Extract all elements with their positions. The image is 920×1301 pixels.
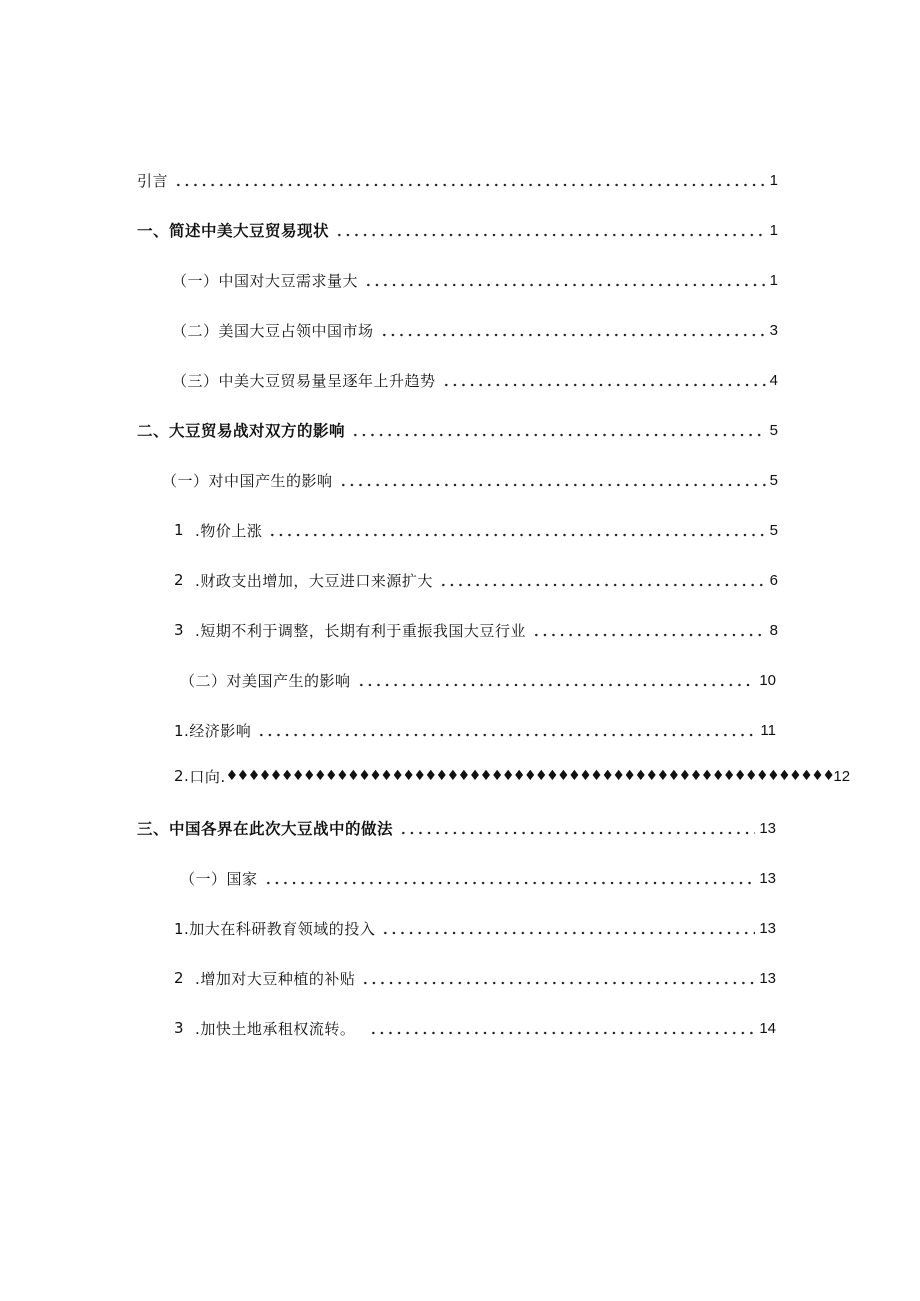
- toc-entry-number: 2: [174, 571, 185, 589]
- toc-entry-page: 13: [759, 819, 776, 837]
- toc-entry-label: .短期不利于调整，长期有利于重振我国大豆行业: [195, 621, 526, 640]
- toc-entry-section-3-1-3[interactable]: [174, 1014, 776, 1042]
- dot-leader: [442, 366, 766, 394]
- toc-entry-section-1-3[interactable]: [172, 366, 778, 394]
- toc-entry-number: 2: [174, 969, 185, 987]
- toc-entry-label: 口向.: [189, 767, 226, 786]
- toc-entry-section-2-1-2[interactable]: [174, 566, 778, 594]
- toc-entry-label: 1.经济影响: [174, 721, 252, 740]
- toc-entry-section-3-1-2[interactable]: [174, 964, 776, 992]
- toc-entry-page: 13: [759, 919, 776, 937]
- toc-entry-label: .物价上涨: [195, 521, 263, 540]
- dot-leader: [380, 316, 766, 344]
- toc-entry-page: 13: [759, 869, 776, 887]
- toc-entry-label: 二、大豆贸易战对双方的影响: [137, 422, 346, 440]
- toc-entry-section-2-1-3[interactable]: [174, 616, 778, 644]
- toc-entry-page: 11: [760, 721, 776, 739]
- toc-entry-label: 引言: [137, 171, 169, 190]
- toc-entry-label: （二）对美国产生的影响: [180, 671, 351, 690]
- toc-entry-section-3[interactable]: [137, 814, 776, 842]
- dot-leader: [381, 914, 755, 942]
- toc-entry-page: 4: [769, 371, 778, 389]
- dot-leader: [361, 964, 755, 992]
- toc-entry-page: 10: [759, 671, 776, 689]
- dot-leader: [399, 814, 755, 842]
- toc-entry-section-1-1[interactable]: [172, 266, 778, 294]
- toc-entry-label: .增加对大豆种植的补贴: [195, 969, 356, 988]
- toc-entry-section-3-1-1[interactable]: [174, 914, 776, 942]
- toc-entry-page: 6: [769, 571, 778, 589]
- toc-entry-page: 1: [769, 271, 778, 289]
- dot-leader: [264, 864, 756, 892]
- toc-entry-page: 8: [769, 621, 778, 639]
- toc-entry-page: 14: [759, 1019, 776, 1037]
- dot-leader: [369, 1014, 755, 1042]
- toc-entry-label: （二）美国大豆占领中国市场: [172, 321, 374, 340]
- toc-entry-introduction[interactable]: [137, 166, 778, 194]
- toc-entry-number: 3: [174, 1019, 185, 1037]
- toc-entry-page: 1: [769, 221, 778, 239]
- toc-entry-label: 1.加大在科研教育领域的投入: [174, 919, 376, 938]
- toc-entry-page: 5: [769, 471, 778, 489]
- dot-leader: [174, 166, 766, 194]
- toc-entry-label: 一、简述中美大豆贸易现状: [137, 222, 330, 240]
- toc-entry-section-2-2-2[interactable]: [174, 762, 851, 790]
- toc-entry-number: 1: [174, 521, 185, 539]
- toc-entry-number: 3: [174, 621, 185, 639]
- dot-leader: [532, 616, 766, 644]
- toc-entry-section-3-1[interactable]: [180, 864, 776, 892]
- toc-entry-label: .财政支出增加，大豆进口来源扩大: [195, 571, 433, 590]
- toc-entry-section-2[interactable]: [137, 416, 778, 444]
- toc-entry-section-2-2-1[interactable]: [174, 716, 776, 744]
- toc-entry-section-2-1-1[interactable]: [174, 516, 778, 544]
- dot-leader: [351, 416, 766, 444]
- toc-entry-label: 三、中国各界在此次大豆战中的做法: [137, 820, 394, 838]
- dot-leader: [257, 716, 756, 744]
- toc-entry-section-2-1[interactable]: [162, 466, 778, 494]
- toc-entry-label: .加快土地承租权流转。: [195, 1019, 356, 1038]
- dot-leader: [339, 466, 766, 494]
- dot-leader: [439, 566, 766, 594]
- toc-entry-page: 13: [759, 969, 776, 987]
- dot-leader: [335, 216, 766, 244]
- toc-entry-page: 5: [769, 521, 778, 539]
- toc-entry-section-2-2[interactable]: [180, 666, 776, 694]
- toc-entry-section-1-2[interactable]: [172, 316, 778, 344]
- toc-entry-label: （三）中美大豆贸易量呈逐年上升趋势: [172, 371, 436, 390]
- toc-entry-page: 3: [769, 321, 778, 339]
- dot-leader: [364, 266, 766, 294]
- toc-entry-section-1[interactable]: [137, 216, 778, 244]
- toc-entry-label: （一）国家: [180, 869, 258, 888]
- dot-leader: [357, 666, 756, 694]
- toc-entry-number: 2.: [174, 767, 190, 785]
- toc-entry-label: （一）中国对大豆需求量大: [172, 271, 359, 290]
- diamond-leader: ♦♦♦♦♦♦♦♦♦♦♦♦♦♦♦♦♦♦♦♦♦♦♦♦♦♦♦♦♦♦♦♦♦♦♦♦♦♦♦♦♦♦♦♦♦♦♦♦♦♦♦♦♦♦♦: [225, 768, 834, 784]
- toc-entry-page: 12: [833, 767, 851, 785]
- toc-entry-page: 5: [769, 421, 778, 439]
- dot-leader: [268, 516, 765, 544]
- toc-entry-page: 1: [769, 171, 778, 189]
- toc-entry-label: （一）对中国产生的影响: [162, 471, 333, 490]
